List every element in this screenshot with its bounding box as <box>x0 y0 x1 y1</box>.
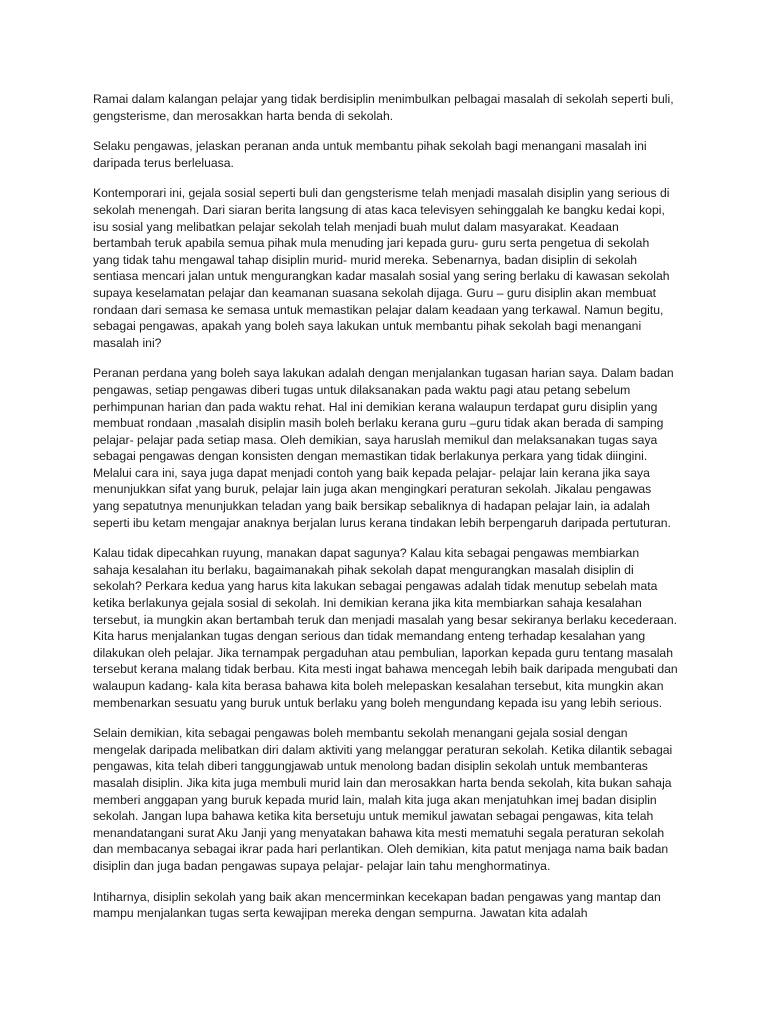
paragraph-question: Ramai dalam kalangan pelajar yang tidak berdisiplin menimbulkan pelbagai masalah di sekolah seperti buli, gengsterisme, dan merosakkan harta benda di sekolah. <box>93 92 674 123</box>
paragraph-introduction: Kontemporari ini, gejala sosial seperti buli dan gengsterisme telah menjadi masalah disiplin yang serious di sekolah menengah. Dari siaran berita langsung di atas kaca televisyen sehinggalah ke bangku kedai kopi, isu sosial yang melibatkan pelajar sekolah telah menjadi buah mulut dalam masyarakat. Keadaan bertambah teruk apabila semua pihak mula menuding jari kepada guru- guru serta pengetua di sekolah yang tidak tahu mengawal tahap disiplin murid- murid mereka. Sebenarnya, badan disiplin di sekolah sentiasa mencari jalan untuk mengurangkan kadar masalah sosial yang sering berlaku di kawasan sekolah supaya keselamatan pelajar dan keamanan suasana sekolah dijaga. Guru – guru disiplin akan membuat rondaan dari semasa ke semasa untuk memastikan pelajar dalam keadaan yang terkawal. Namun begitu, sebagai pengawas, apakah yang boleh saya lakukan untuk membantu pihak sekolah bagi menangani masalah ini? <box>93 186 670 350</box>
paragraph-point-three: Selain demikian, kita sebagai pengawas boleh membantu sekolah menangani gejala sosial dengan mengelak daripada melibatkan diri dalam aktiviti yang melanggar peraturan sekolah. Ketika dilantik sebagai pengawas, kita telah diberi tanggungjawab untuk menolong badan disiplin sekolah untuk membanteras masalah disiplin. Jika kita juga membuli murid lain dan merosakkan harta benda sekolah, kita bukan sahaja memberi anggapan yang buruk kepada murid lain, malah kita juga akan menjatuhkan imej badan disiplin sekolah. Jangan lupa bahawa ketika kita bersetuju untuk memikul jawatan sebagai pengawas, kita telah menandatangani surat Aku Janji yang menyatakan bahawa kita mesti mematuhi segala peraturan sekolah dan membacanya sebagai ikrar pada hari perlantikan. Oleh demikian, kita patut menjaga nama baik badan disiplin dan juga badan pengawas supaya pelajar- pelajar lain tahu menghormatinya. <box>93 726 673 873</box>
paragraph-point-one: Peranan perdana yang boleh saya lakukan adalah dengan menjalankan tugasan harian saya. Dalam badan pengawas, setiap pengawas diberi tugas untuk dilaksanakan pada waktu pagi atau petang sebelum perhimpunan harian dan pada waktu rehat. Hal ini demikian kerana walaupun terdapat guru disiplin yang membuat rondaan ,masalah disiplin masih boleh berlaku kerana guru –guru tidak akan berada di samping pelajar- pelajar pada setiap masa. Oleh demikian, saya haruslah memikul dan melaksanakan tugas saya sebagai pengawas dengan konsisten dengan memastikan tidak berlakunya perkara yang tidak diingini. Melalui cara ini, saya juga dapat menjadi contoh yang baik kepada pelajar- pelajar lain kerana jika saya menunjukkan sifat yang buruk, pelajar lain juga akan mengingkari peraturan sekolah. Jikalau pengawas yang sepatutnya menunjukkan teladan yang baik bersikap sebaliknya di hadapan pelajar lain, ia adalah seperti ibu ketam mengajar anaknya berjalan lurus kerana tindakan lebih berpengaruh daripada pertuturan. <box>93 366 674 530</box>
paragraph-instruction: Selaku pengawas, jelaskan peranan anda untuk membantu pihak sekolah bagi menangani masalah ini daripada terus berleluasa. <box>93 139 647 170</box>
paragraph-point-two: Kalau tidak dipecahkan ruyung, manakan dapat sagunya? Kalau kita sebagai pengawas membiarkan sahaja kesalahan itu berlaku, bagaimanakah pihak sekolah dapat mengurangkan masalah disiplin di sekolah? Perkara kedua yang harus kita lakukan sebagai pengawas adalah tidak menutup sebelah mata ketika berlakunya gejala sosial di sekolah. Ini demikian kerana jika kita membiarkan sahaja kesalahan tersebut, ia mungkin akan bertambah teruk dan menjadi masalah yang besar sekiranya berlaku kecederaan. Kita harus menjalankan tugas dengan serious dan tidak memandang enteng terhadap kesalahan yang dilakukan oleh pelajar. Jika ternampak pergaduhan atau pembulian, laporkan kepada guru tentang masalah tersebut kerana malang tidak berbau. Kita mesti ingat bahawa mencegah lebih baik daripada mengubati dan walaupun kadang- kala kita berasa bahawa kita boleh melepaskan kesalahan tersebut, kita mungkin akan membenarkan sesuatu yang buruk untuk berlaku yang boleh mengundang kepada isu yang lebih serious. <box>93 546 678 710</box>
document-body <box>93 91 678 936</box>
paragraph-conclusion: Intiharnya, disiplin sekolah yang baik akan mencerminkan kecekapan badan pengawas yang mantap dan mampu menjalankan tugas serta kewajipan mereka dengan sempurna. Jawatan kita adalah <box>93 889 661 921</box>
